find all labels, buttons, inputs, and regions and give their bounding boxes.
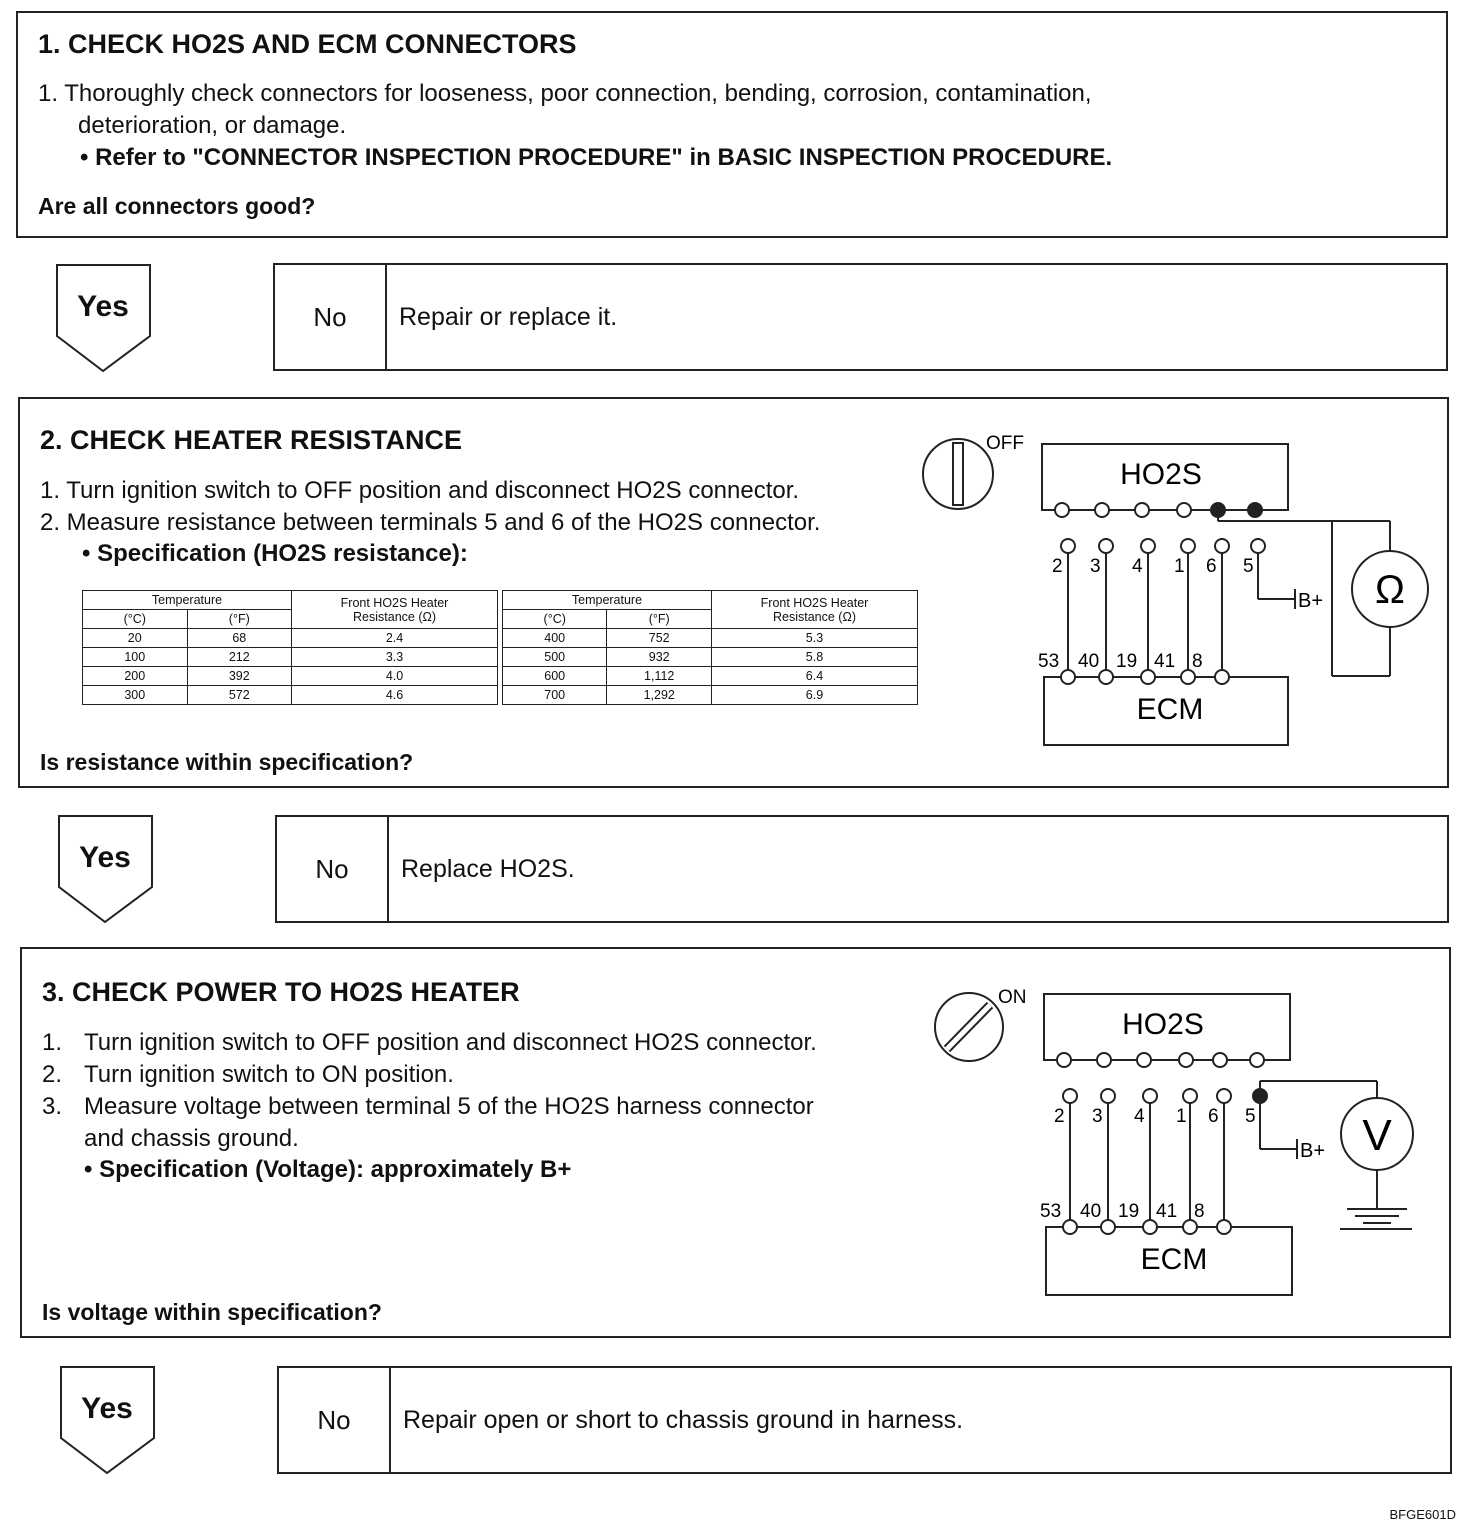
temp-header: Temperature [83, 591, 292, 610]
step3-bullet: • Specification (Voltage): approximately B+ [84, 1156, 572, 1183]
yes-label: Yes [79, 841, 131, 874]
no-label [275, 265, 387, 369]
res-header-2: Resistance (Ω) [773, 609, 856, 624]
cell-r: 3.3 [292, 648, 498, 667]
step1-line1: 1. Thoroughly check connectors for looseness, poor connection, bending, corrosion, contamination, [38, 80, 1092, 107]
pin-label: 3 [1092, 1106, 1103, 1127]
step3-question: Is voltage within specification? [42, 1299, 382, 1325]
no-box-1 [273, 263, 1448, 371]
no-box-2 [275, 815, 1449, 923]
cell-f: 212 [187, 648, 292, 667]
cell-f: 1,292 [607, 686, 712, 705]
no-action-text: Replace HO2S. [401, 854, 575, 883]
pin-label: 6 [1208, 1106, 1219, 1127]
cell-c: 500 [502, 648, 606, 667]
cell-c: 600 [502, 667, 606, 686]
yes-label: Yes [77, 290, 129, 323]
yes-label: Yes [81, 1392, 133, 1425]
res-header-2: Resistance (Ω) [353, 609, 436, 624]
step2-bullet: • Specification (HO2S resistance): [82, 540, 468, 567]
cell-c: 200 [83, 667, 188, 686]
fahrenheit-header: (°F) [607, 610, 712, 629]
no-label-text: No [315, 853, 349, 884]
voltmeter-icon [1260, 1081, 1413, 1209]
meter-symbol: Ω [1375, 568, 1405, 612]
battery-label: B+ [1298, 590, 1324, 612]
step2-question: Is resistance within specification? [40, 749, 414, 775]
step3-line2: Turn ignition switch to ON position. [84, 1061, 454, 1088]
step2-title: 2. CHECK HEATER RESISTANCE [40, 425, 463, 455]
cell-r: 5.3 [711, 629, 917, 648]
ecm-pin-label: 40 [1080, 1201, 1102, 1222]
cell-f: 932 [607, 648, 712, 667]
ho2s-label: HO2S [1120, 458, 1202, 491]
cell-r: 6.9 [711, 686, 917, 705]
cell-r: 5.8 [711, 648, 917, 667]
cell-r: 4.0 [292, 667, 498, 686]
pin-label: 3 [1090, 556, 1101, 577]
cell-c: 20 [83, 629, 188, 648]
pin-label: 4 [1134, 1106, 1145, 1127]
step2-line1: 1. Turn ignition switch to OFF position and disconnect HO2S connector. [40, 477, 800, 504]
res-header-1: Front HO2S Heater [340, 595, 449, 610]
battery-label: B+ [1300, 1140, 1326, 1162]
step3-box [20, 947, 1451, 1338]
step2-box [18, 397, 1449, 788]
step3-line1: Turn ignition switch to OFF position and disconnect HO2S connector. [84, 1029, 817, 1056]
step1-question: Are all connectors good? [38, 193, 316, 219]
ecm-pin-label: 19 [1118, 1201, 1140, 1222]
pin-label: 4 [1132, 556, 1143, 577]
cell-c: 100 [83, 648, 188, 667]
resistance-spec-table [82, 590, 918, 705]
ecm-pin-label: 40 [1078, 651, 1100, 672]
res-header [292, 591, 498, 629]
no-label-text: No [313, 301, 347, 332]
pin-label: 6 [1206, 556, 1217, 577]
no-label-text: No [317, 1404, 351, 1435]
yes-arrow-2 [58, 815, 154, 925]
cell-f: 1,112 [607, 667, 712, 686]
step1-line2: deterioration, or damage. [78, 112, 347, 139]
step3-line3-num: 3. [42, 1093, 63, 1120]
cell-c: 300 [83, 686, 188, 705]
ignition-switch-icon [923, 439, 993, 509]
pin-label: 5 [1243, 556, 1254, 577]
fahrenheit-header: (°F) [187, 610, 292, 629]
switch-label: ON [998, 987, 1027, 1008]
no-action-text: Repair or replace it. [399, 302, 618, 331]
resistance-wiring-diagram [920, 421, 1440, 791]
ho2s-label: HO2S [1122, 1008, 1204, 1041]
ecm-label: ECM [1140, 1243, 1208, 1276]
voltage-wiring-diagram [922, 971, 1442, 1341]
step1-bullet: • Refer to "CONNECTOR INSPECTION PROCEDURE" in BASIC INSPECTION PROCEDURE. [80, 144, 1113, 171]
res-header-1: Front HO2S Heater [760, 595, 869, 610]
pin-label: 1 [1174, 556, 1185, 577]
meter-symbol: V [1362, 1111, 1392, 1160]
ecm-pin-label: 53 [1040, 1201, 1062, 1222]
step3-title: 3. CHECK POWER TO HO2S HEATER [42, 977, 520, 1007]
cell-r: 4.6 [292, 686, 498, 705]
pin-label: 2 [1052, 556, 1063, 577]
pin-label: 5 [1245, 1106, 1256, 1127]
cell-r: 6.4 [711, 667, 917, 686]
celsius-header: (°C) [502, 610, 606, 629]
step2-line2: 2. Measure resistance between terminals 5 and 6 of the HO2S connector. [40, 509, 821, 536]
cell-c: 700 [502, 686, 606, 705]
no-label [277, 817, 389, 921]
figure-code: BFGE601D [1389, 1507, 1456, 1522]
step3-line3: Measure voltage between terminal 5 of the HO2S harness connector [84, 1093, 814, 1120]
cell-f: 572 [187, 686, 292, 705]
ecm-pin-label: 53 [1038, 651, 1060, 672]
step3-line1-num: 1. [42, 1029, 63, 1056]
celsius-header: (°C) [83, 610, 188, 629]
pin-label: 2 [1054, 1106, 1065, 1127]
ground-icon [1340, 1209, 1412, 1229]
temp-header: Temperature [502, 591, 711, 610]
step3-line2-num: 2. [42, 1061, 63, 1088]
switch-label: OFF [986, 433, 1024, 454]
ignition-switch-icon [935, 993, 1003, 1061]
cell-r: 2.4 [292, 629, 498, 648]
pin-label: 1 [1176, 1106, 1187, 1127]
cell-f: 392 [187, 667, 292, 686]
cell-f: 752 [607, 629, 712, 648]
res-header [711, 591, 917, 629]
cell-f: 68 [187, 629, 292, 648]
ecm-pin-label: 41 [1154, 651, 1176, 672]
no-label [279, 1368, 391, 1472]
ecm-label: ECM [1136, 693, 1204, 726]
step1-title: 1. CHECK HO2S AND ECM CONNECTORS [38, 29, 577, 59]
yes-arrow-3 [60, 1366, 156, 1476]
ecm-pin-label: 19 [1116, 651, 1138, 672]
ecm-pin-label: 8 [1194, 1201, 1205, 1222]
ecm-pin-label: 8 [1192, 651, 1203, 672]
no-box-3 [277, 1366, 1452, 1474]
step3-line4: and chassis ground. [84, 1125, 299, 1152]
yes-arrow-1 [56, 264, 152, 374]
no-action-text: Repair open or short to chassis ground in harness. [403, 1405, 964, 1434]
cell-c: 400 [502, 629, 606, 648]
step1-box [16, 11, 1448, 238]
ecm-pin-label: 41 [1156, 1201, 1178, 1222]
